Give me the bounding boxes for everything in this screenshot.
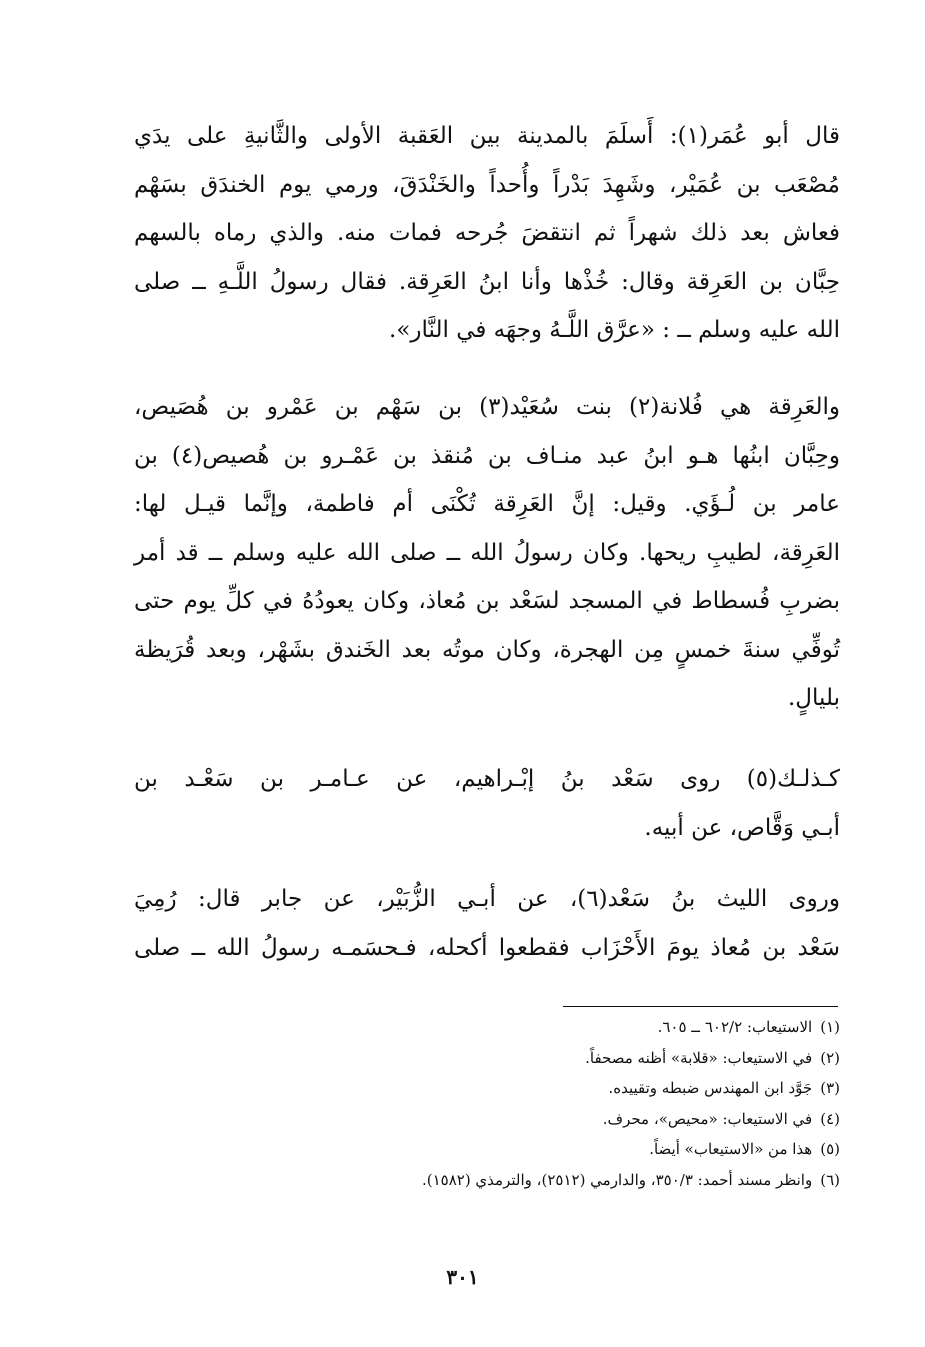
footnote-number: (٣) xyxy=(820,1079,840,1097)
footnote-2 xyxy=(134,1043,840,1074)
text-line: كـذلـك(٥) روى سَعْد بنُ إبْـراهيم، عن عـامـر بن سَعْـد بن xyxy=(134,766,840,792)
text-line: فعاش بعد ذلك شهراً ثم انتقضَ جُرحه فمات منه. والذي رماه بالسهم xyxy=(134,220,840,246)
text-line: بليالٍ. xyxy=(788,685,840,711)
footnote-4 xyxy=(134,1104,840,1135)
text-line: بضربِ فُسطاط في المسجد لسَعْد بن مُعاذ، وكان يعودُهُ في كلِّ يوم حتى xyxy=(134,588,840,614)
footnote-text: الاستيعاب: ٦٠٢/٢ ــ ٦٠٥. xyxy=(657,1018,813,1036)
footnote-text: جَوَّد ابن المهندس ضبطه وتقييده. xyxy=(608,1079,813,1097)
paragraph-4 xyxy=(134,875,840,972)
footnotes xyxy=(134,1012,840,1195)
text-line: وحِبَّان ابنُها هـو ابنُ عبد منـاف بن مُنقذ بن عَمْـرو بن هُصيص(٤) بن xyxy=(134,442,840,469)
footnote-separator xyxy=(563,1006,838,1007)
footnote-text: هذا من «الاستيعاب» أيضاً. xyxy=(649,1140,813,1158)
text-line: تُوفِّي سنةَ خمسٍ مِن الهجرة، وكان موتُه بعد الخَندق بشَهْر، وبعد قُرَيظة xyxy=(134,636,840,663)
footnote-5 xyxy=(134,1134,840,1165)
footnote-6 xyxy=(134,1165,840,1196)
text-line: أبـي وَقَّاص، عن أبيه. xyxy=(644,814,840,841)
footnote-number: (٤) xyxy=(820,1109,840,1128)
footnote-1 xyxy=(134,1012,840,1043)
footnote-text: في الاستيعاب: «قلابة» أظنه مصحفاً. xyxy=(585,1048,813,1067)
text-line: مُصْعَب بن عُمَيْر، وشَهِدَ بَدْراً وأُحداً والخَنْدَقَ، ورمي يوم الخندَق بسَهْم xyxy=(134,171,840,198)
footnote-3 xyxy=(134,1073,840,1104)
footnote-number: (١) xyxy=(820,1018,840,1036)
text-line: الله عليه وسلم ــ : «عرَّق اللَّـهُ وجهَه في النَّار». xyxy=(389,317,840,343)
page-number: ٣٠١ xyxy=(446,1265,479,1289)
footnote-number: (٥) xyxy=(820,1140,840,1158)
text-line: وروى الليث بنُ سَعْد(٦)، عن أبـي الزُّبَيْر، عن جابر قال: رُمِيَ xyxy=(134,886,840,912)
footnote-number: (٢) xyxy=(820,1048,840,1067)
text-line: العَرِقة، لطيبِ ريحها. وكان رسولُ الله ــ صلى الله عليه وسلم ــ قد أمر xyxy=(134,539,840,566)
paragraph-1 xyxy=(134,112,840,355)
text-line: قال أبو عُمَر(١): أَسلَمَ بالمدينة بين العَقبة الأولى والثَّانيةِ على يدَي xyxy=(134,123,840,149)
footnote-number: (٦) xyxy=(820,1170,840,1189)
paragraph-3 xyxy=(134,755,840,852)
text-line: عامر بن لُـؤَي. وقيل: إنَّ العَرِقة تُكْنَى أم فاطمة، وإنَّما قيـل لها: xyxy=(134,491,840,517)
footnote-text: في الاستيعاب: «محيص»، محرف. xyxy=(602,1109,813,1128)
text-line: والعَرِقة هي فُلانة(٢) بنت سُعَيْد(٣) بن سَهْم بن عَمْرو بن هُصَيص، xyxy=(134,394,841,420)
footnote-text: وانظر مسند أحمد: ٣٥٠/٣، والدارمي (٢٥١٢)، والترمذي (١٥٨٢). xyxy=(421,1170,813,1189)
paragraph-2 xyxy=(134,383,840,723)
text-line: حِبَّان بن العَرِقة وقال: خُذْها وأنا ابنُ العَرِقة. فقال رسولُ اللَّـهِ ــ صلى xyxy=(134,268,840,295)
text-line: سَعْد بن مُعاذ يومَ الأَحْزَاب فقطعوا أكحله، فـحسَمـه رسولُ الله ــ صلى xyxy=(134,934,840,961)
